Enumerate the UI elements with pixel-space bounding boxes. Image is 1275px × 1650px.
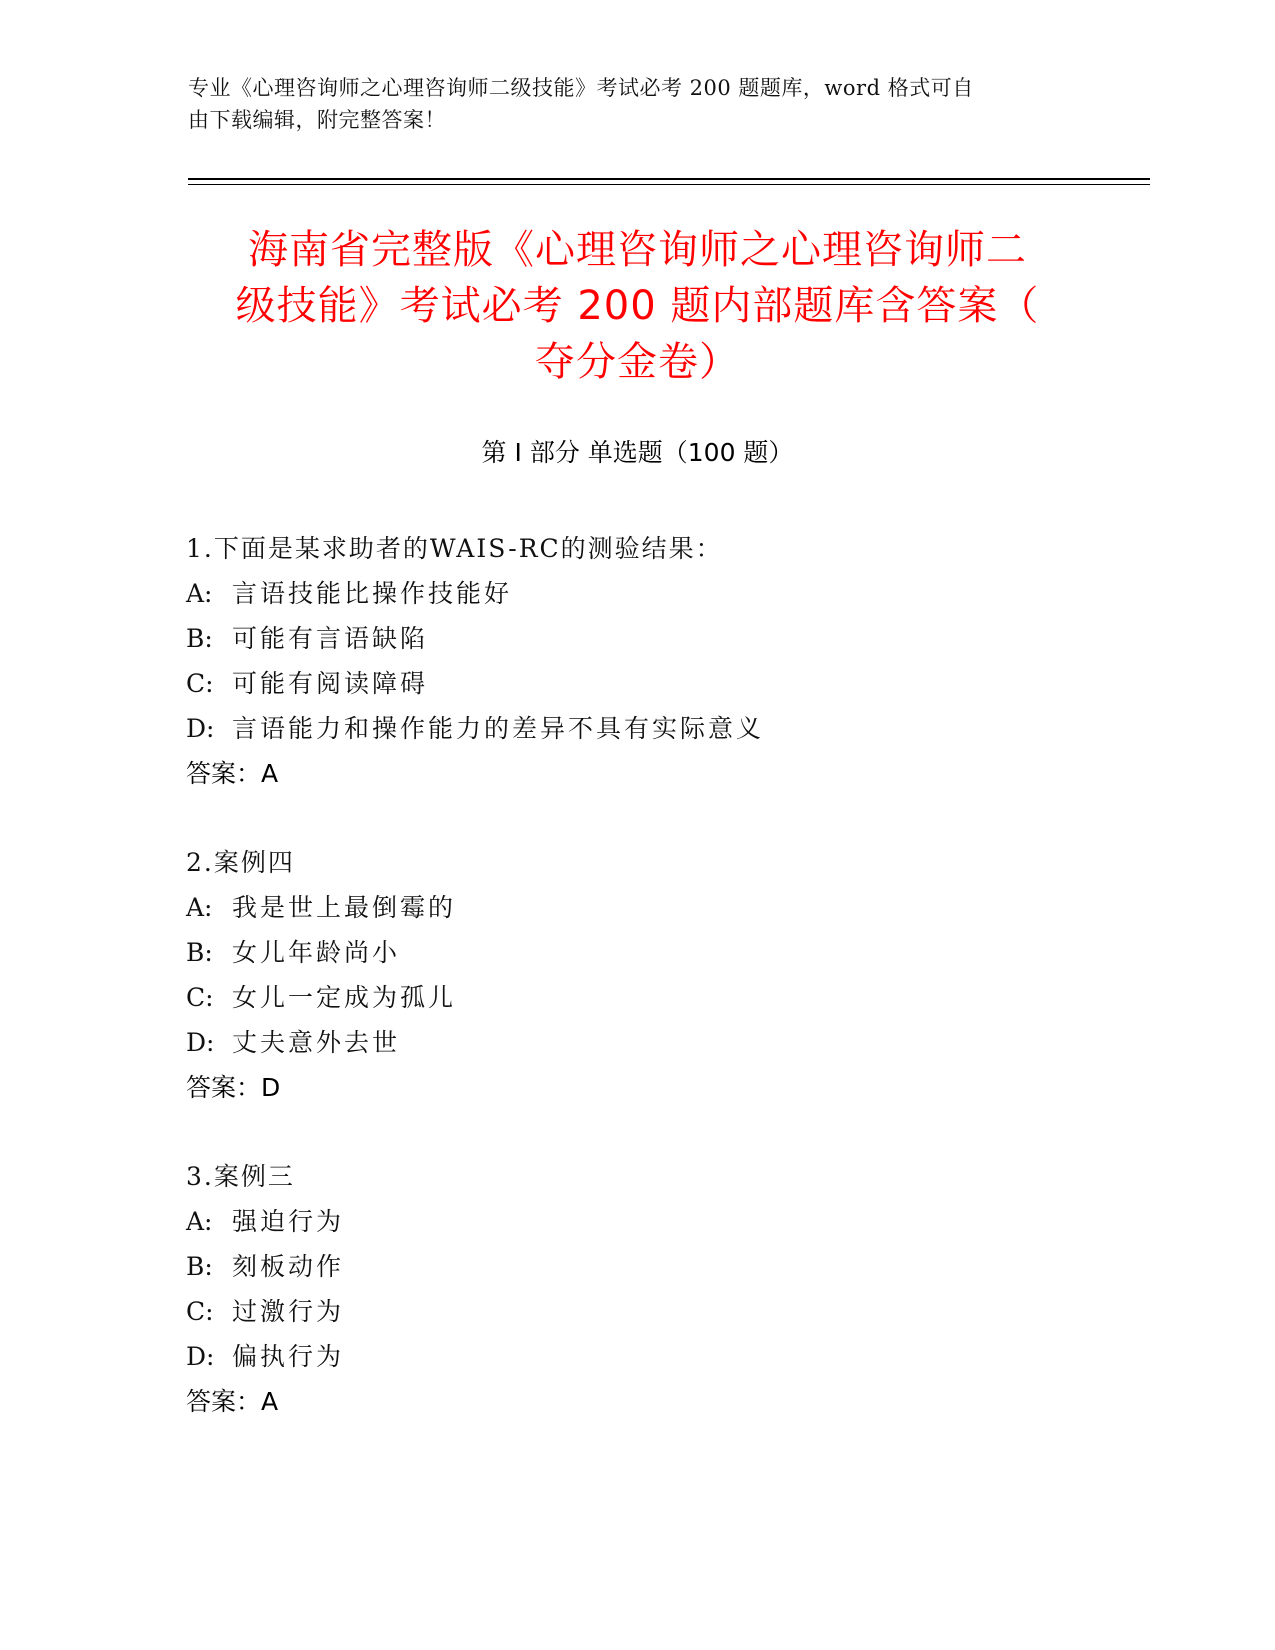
option-text: 女儿一定成为孤儿 bbox=[232, 983, 457, 1012]
question-answer: 答案：D bbox=[186, 1073, 281, 1102]
question-item bbox=[186, 840, 1086, 1110]
option-key: A: bbox=[186, 893, 213, 922]
option-text: 可能有言语缺陷 bbox=[232, 624, 429, 653]
question-answer: 答案：A bbox=[186, 759, 279, 788]
document-title bbox=[190, 222, 1085, 390]
option-key: C: bbox=[186, 669, 214, 698]
question-option bbox=[186, 571, 1086, 616]
question-option bbox=[186, 1289, 1086, 1334]
question-item bbox=[186, 1154, 1086, 1424]
header-divider-thick bbox=[188, 178, 1150, 180]
question-option bbox=[186, 661, 1086, 706]
document-title-line-1: 海南省完整版《心理咨询师之心理咨询师二 bbox=[248, 227, 1027, 273]
question-answer: 答案：A bbox=[186, 1387, 279, 1416]
document-title-line-3: 夺分金卷） bbox=[535, 339, 740, 385]
header-divider-thin bbox=[188, 184, 1150, 185]
option-key: C: bbox=[186, 983, 214, 1012]
option-key: B: bbox=[186, 624, 213, 653]
question-option bbox=[186, 706, 1086, 751]
option-text: 言语能力和操作能力的差异不具有实际意义 bbox=[232, 714, 765, 743]
option-key: C: bbox=[186, 1297, 214, 1326]
option-text: 言语技能比操作技能好 bbox=[232, 579, 513, 608]
header-note-line-1: 专业《心理咨询师之心理咨询师二级技能》考试必考 200 题题库，word 格式可自 bbox=[188, 76, 974, 100]
section-title: 第 I 部分 单选题（100 题） bbox=[481, 438, 794, 467]
question-option bbox=[186, 930, 1086, 975]
header-note bbox=[188, 72, 1068, 136]
question-stem: 1.下面是某求助者的WAIS-RC的测验结果： bbox=[186, 534, 723, 563]
option-text: 丈夫意外去世 bbox=[232, 1028, 401, 1057]
option-text: 女儿年龄尚小 bbox=[232, 938, 401, 967]
option-key: B: bbox=[186, 938, 213, 967]
question-option bbox=[186, 1244, 1086, 1289]
option-text: 强迫行为 bbox=[232, 1207, 345, 1236]
option-text: 偏执行为 bbox=[232, 1342, 345, 1371]
question-stem: 3.案例三 bbox=[186, 1162, 295, 1191]
question-option bbox=[186, 885, 1086, 930]
question-option bbox=[186, 975, 1086, 1020]
option-text: 可能有阅读障碍 bbox=[232, 669, 429, 698]
option-key: A: bbox=[186, 579, 213, 608]
question-option bbox=[186, 1334, 1086, 1379]
document-title-line-2: 级技能》考试必考 200 题内部题库含答案（ bbox=[235, 283, 1040, 329]
question-option bbox=[186, 1199, 1086, 1244]
option-key: D: bbox=[186, 1028, 215, 1057]
option-key: D: bbox=[186, 714, 215, 743]
option-text: 过激行为 bbox=[232, 1297, 345, 1326]
option-text: 刻板动作 bbox=[232, 1252, 345, 1281]
question-stem: 2.案例四 bbox=[186, 848, 295, 877]
question-option bbox=[186, 1020, 1086, 1065]
option-key: B: bbox=[186, 1252, 213, 1281]
question-list bbox=[186, 526, 1086, 1468]
option-key: D: bbox=[186, 1342, 215, 1371]
question-item bbox=[186, 526, 1086, 796]
option-text: 我是世上最倒霉的 bbox=[232, 893, 457, 922]
header-note-line-2: 由下载编辑，附完整答案！ bbox=[188, 108, 446, 132]
question-option bbox=[186, 616, 1086, 661]
option-key: A: bbox=[186, 1207, 213, 1236]
